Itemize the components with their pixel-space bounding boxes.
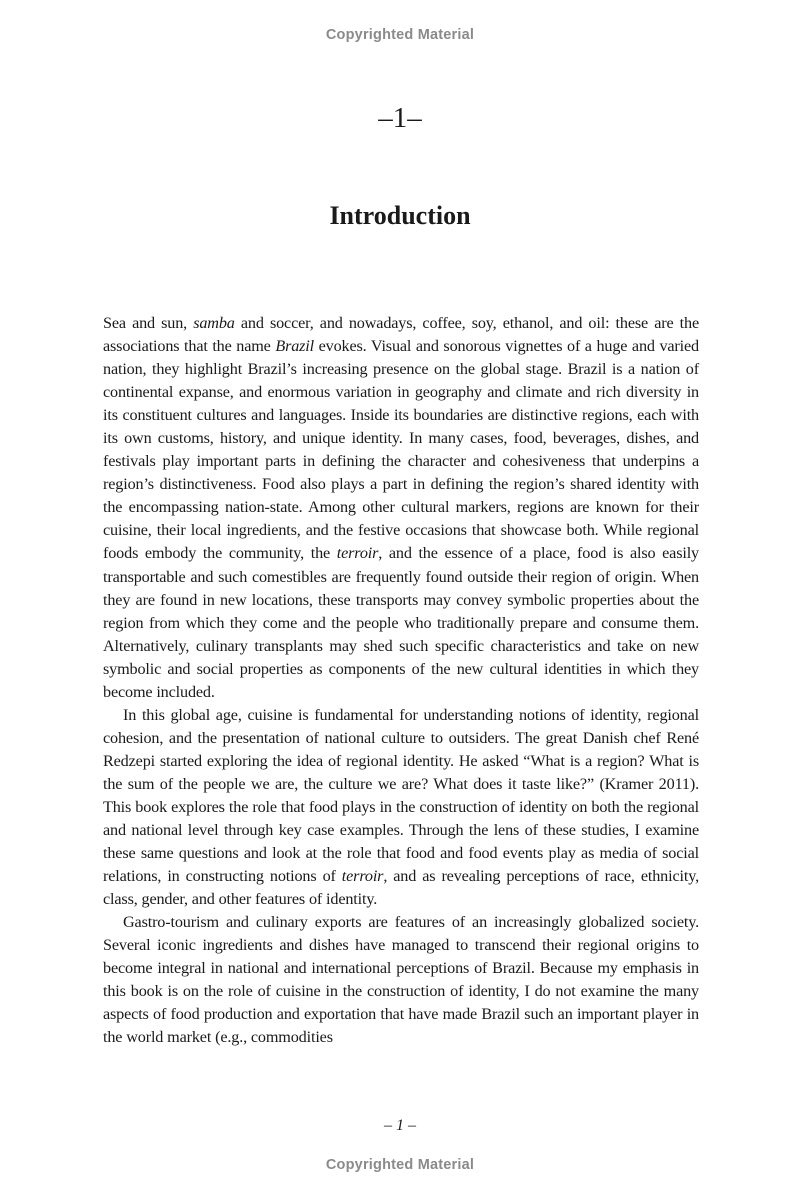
italic-term: terroir [336,544,379,563]
chapter-number: –1– [378,102,422,134]
italic-term: samba [193,314,235,332]
body-text [103,312,699,1050]
watermark-bottom: Copyrighted Material [325,1157,475,1173]
page-number: – 1 – [384,1117,416,1134]
chapter-title: Introduction [329,201,471,230]
paragraph: Gastro-tourism and culinary exports are features of an increasingly globalized society. Several iconic ingredients and dishes have managed to transcend their regional origins to become integral in national and international perceptions of Brazil. Because my emphasis in this book is on the role of cuisine in the construction of identity, I do not examine the many aspects of food production and exportation that have made Brazil such an important player in the world market (e.g., commodities [103,913,699,1047]
paragraph: In this global age, cuisine is fundamental for understanding notions of identity, regional cohesion, and the presentation of national culture to outsiders. The great Danish chef René Redzepi started exploring the idea of regional identity. He asked “What is a region? What is the sum of the people we are, the culture we are? What does it taste like?” (Kramer 2011). This book explores the role that food plays in the construction of identity on both the regional and national level through key case examples. Through the lens of these studies, I examine these same questions and look at the role that food and food events play as media of social relations, in constructing notions of terroir, and as revealing perceptions of race, ethnicity, class, gender, and other features of identity. [103,705,699,909]
watermark-top: Copyrighted Material [325,27,475,43]
italic-term: Brazil [275,337,315,356]
italic-term: terroir [341,867,384,886]
paragraph: Sea and sun, samba and soccer, and nowadays, coffee, soy, ethanol, and oil: these are the associations that the name Brazil evokes. Visual and sonorous vignettes of a huge and varied nation, they highlight Brazil’s increasing presence on the global stage. Brazil is a nation of continental expanse, and enormous variation in geography and climate and rich diversity in its constituent cultures and languages. Inside its boundaries are distinctive regions, each with its own customs, history, and unique identity. In many cases, food, beverages, dishes, and festivals play important parts in defining the character and cohesiveness that underpins a region’s distinctiveness. Food also plays a part in defining the region’s shared identity with the encompassing nation-state. Among other cultural markers, regions are known for their cuisine, their local ingredients, and the festive occasions that showcase both. While regional foods embody the community, the terroir, and the essence of a place, food is also easily transportable and such comestibles are frequently found outside their region of origin. When they are found in new locations, these transports may convey symbolic properties about the region from which they come and the people who traditionally prepare and consume them. Alternatively, culinary transplants may shed such specific characteristics and take on new symbolic and social properties as components of the new cultural identities in which they become included. [103,314,699,701]
